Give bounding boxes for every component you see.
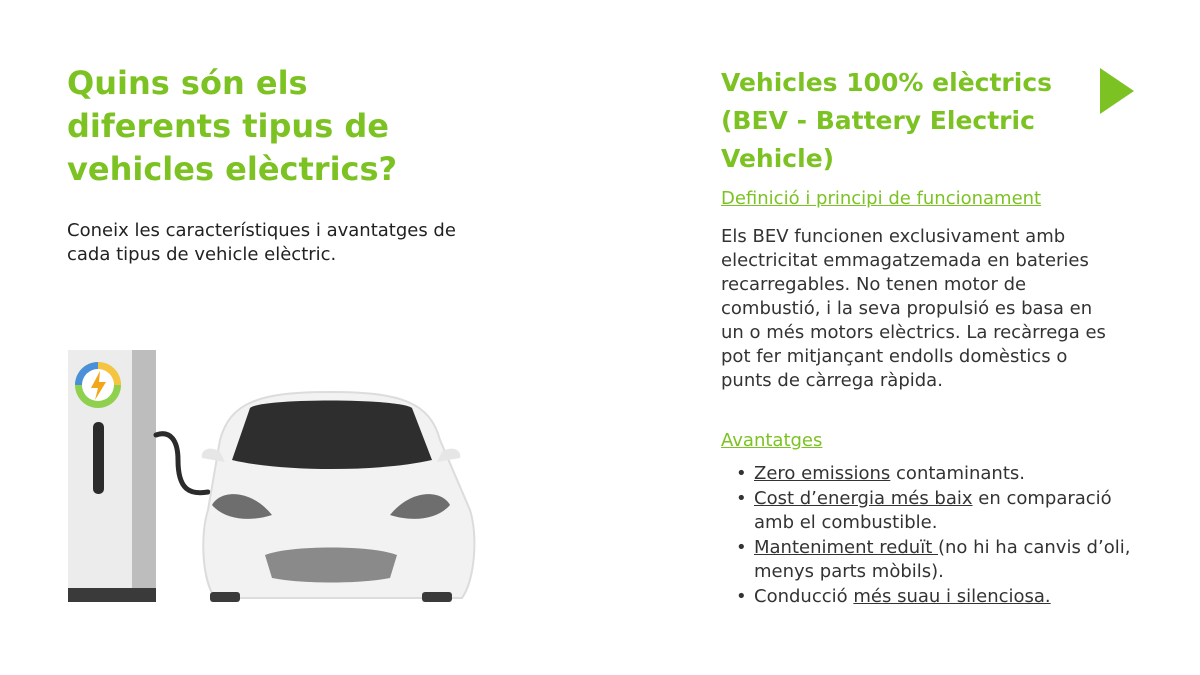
definition-link[interactable]: Definició i principi de funcionament (721, 188, 1042, 209)
list-item: • Zero emissions contaminants. (754, 462, 1154, 487)
charging-cable-icon (156, 434, 208, 493)
advantages-link[interactable]: Avantatges (721, 430, 823, 451)
electric-car-icon (202, 392, 475, 602)
list-item: • Conducció més suau i silenciosa. (754, 585, 1154, 610)
play-arrow-icon[interactable] (1100, 68, 1134, 114)
section-title: Vehicles 100% elèctrics (BEV - Battery Electric Vehicle) (721, 68, 1053, 173)
list-item: • Manteniment reduït (no hi ha canvis d’oli, menys parts mòbils). (754, 536, 1154, 585)
charging-station-icon (68, 350, 156, 602)
page-subtitle: Coneix les característiques i avantatges de cada tipus de vehicle elèctric. (67, 220, 456, 265)
page-title: Quins són els diferents tipus de vehicles elèctrics? (67, 64, 398, 188)
advantages-list (721, 462, 1154, 609)
ev-charging-illustration (60, 340, 490, 610)
list-item: • Cost d’energia més baix en comparació amb el combustible. (754, 487, 1154, 536)
bev-description: Els BEV funcionen exclusivament amb electricitat emmagatzemada en bateries recarregables. No tenen motor de combustió, i la seva propulsió es basa en un o més motors elèctrics. La recàrrega es pot fer mitjançant endolls domèstics o punts de càrrega ràpida. (721, 226, 1106, 391)
